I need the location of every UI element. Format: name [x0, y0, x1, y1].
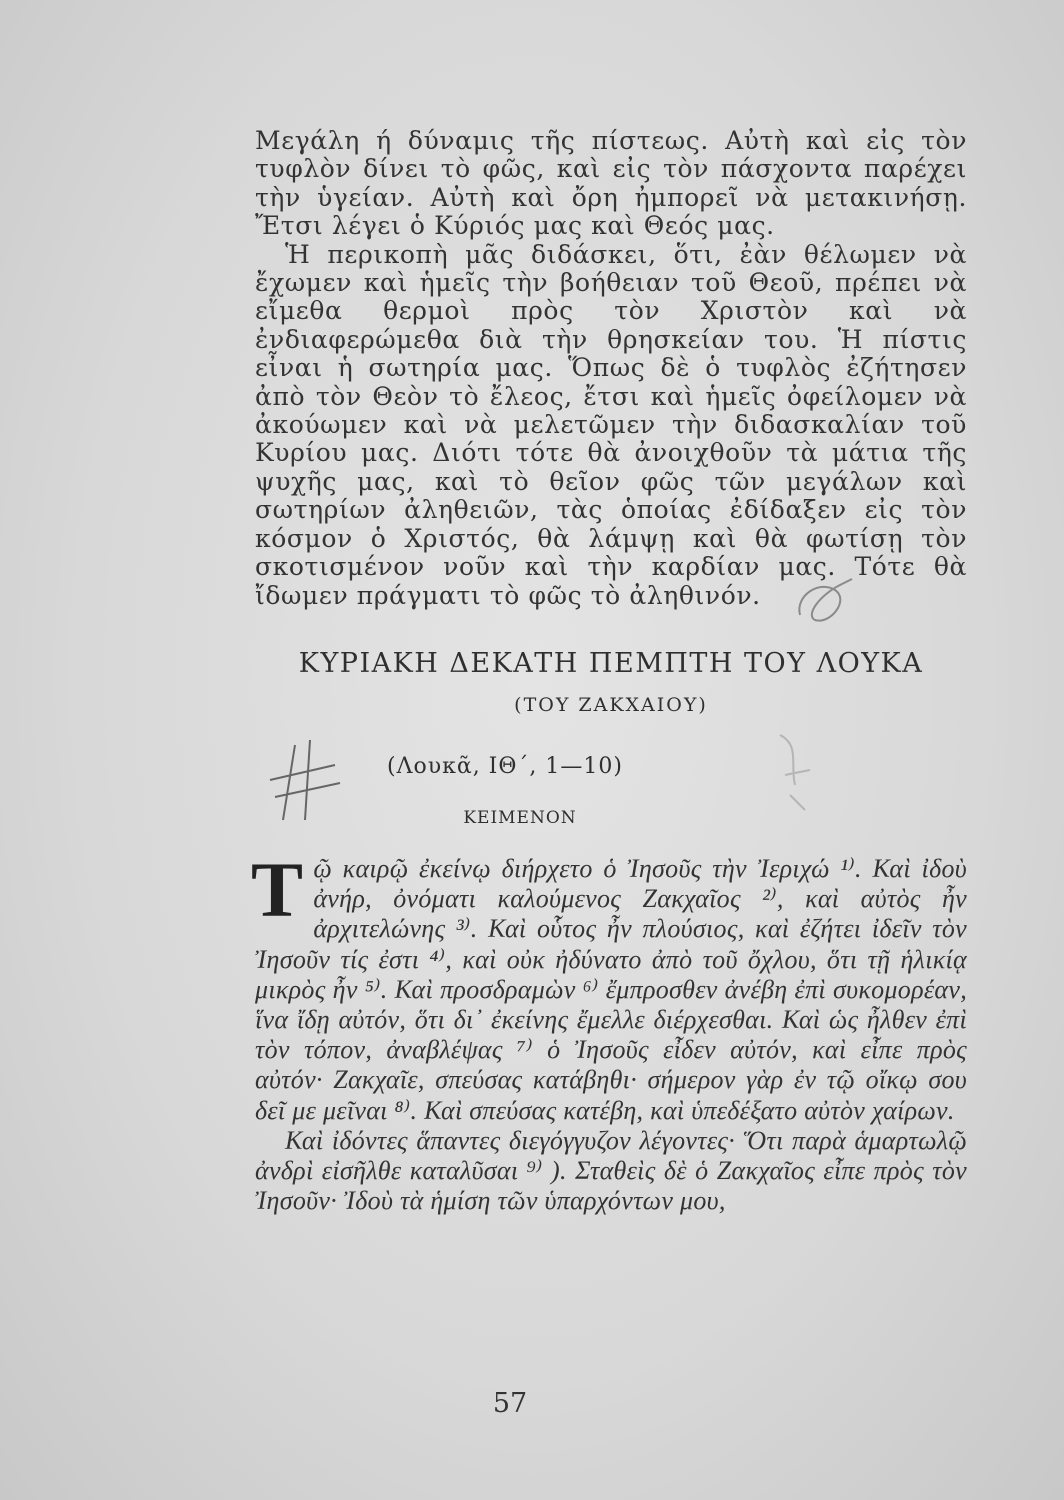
faint-handwriting-mark — [770, 725, 820, 815]
gospel-paragraph: Καὶ ἰδόντες ἅπαντες διεγόγγυζον λέγοντες· Ὅτι παρὰ ἁμαρτωλῷ ἀνδρὶ εἰσῆλθε καταλῦσαι ⁹⁾ ). Σταθεὶς δὲ ὁ Ζακχαῖος εἶπε πρὸς τὸν Ἰησοῦν· Ἰδοὺ τὰ ἡμίση τῶν ὑπαρχόντων μου, — [255, 1125, 967, 1216]
gospel-paragraph-text: ῷ καιρῷ ἐκείνῳ διήρχετο ὁ Ἰησοῦς τὴν Ἰεριχώ ¹⁾. Καὶ ἰδοὺ ἀνήρ, ὀνόματι καλούμενος Ζακχαῖος ²⁾, καὶ αὐτὸς ἦν ἀρχιτελώνης ³⁾. Καὶ οὗτος ἦν πλούσιος, καὶ ἐζήτει ἰδεῖν τὸν Ἰησοῦν τίς ἐστι ⁴⁾, καὶ οὐκ ἠδύνατο ἀπὸ τοῦ ὄχλου, ὅτι τῇ ἡλικίᾳ μικρὸς ἦν ⁵⁾. Καὶ προσδραμὼν ⁶⁾ ἔμπροσθεν ἀνέβη ἐπὶ συκομορέαν, ἵνα ἴδῃ αὐτόν, ὅτι δι᾽ ἐκείνης ἔμελλε διέρχεσθαι. Καὶ ὡς ἦλθεν ἐπὶ τὸν τόπον, ἀναβλέψας ⁷⁾ ὁ Ἰησοῦς εἶδεν αὐτόν, καὶ εἶπε πρὸς αὐτόν· Ζακχαῖε, σπεύσας κατάβηθι· σήμερον γὰρ ἐν τῷ οἴκῳ σου δεῖ με μεῖναι ⁸⁾. Καὶ σπεύσας κατέβη, καὶ ὑπεδέξατο αὐτὸν χαίρων. — [255, 854, 967, 1125]
gospel-paragraph — [251, 846, 967, 1126]
handwritten-scribble-mark — [790, 575, 860, 635]
section-title: ΚΥΡΙΑΚΗ ΔΕΚΑΤΗ ΠΕΜΠΤΗ ΤΟΥ ΛΟΥΚΑ — [298, 648, 924, 679]
section-subtitle: (ΤΟΥ ΖΑΚΧΑΙΟΥ) — [514, 694, 708, 716]
previous-section-text — [255, 127, 967, 610]
paragraph: Ἡ περικοπὴ μᾶς διδάσκει, ὅτι, ἐὰν θέλωμεν νὰ ἔχωμεν καὶ ἡμεῖς τὴν βοήθειαν τοῦ Θεοῦ, πρέπει νὰ εἴμεθα θερμοὶ πρὸς τὸν Χριστὸν καὶ νὰ ἐνδιαφερώμεθα διὰ τὴν θρησκείαν του. Ἡ πίστις εἶναι ἡ σωτηρία μας. Ὅπως δὲ ὁ τυφλὸς ἐζήτησεν ἀπὸ τὸν Θεὸν τὸ ἔλεος, ἔτσι καὶ ἡμεῖς ὀφείλομεν νὰ ἀκούωμεν καὶ νὰ μελετῶμεν τὴν διδασκαλίαν τοῦ Κυρίου μας. Διότι τότε θὰ ἀνοιχθοῦν τὰ μάτια τῆς ψυχῆς μας, καὶ τὸ θεῖον φῶς τῶν μεγάλων καὶ σωτηρίων ἀληθειῶν, τὰς ὁποίας ἐδίδαξεν εἰς τὸν κόσμον ὁ Χριστός, θὰ λάμψῃ καὶ θὰ φωτίσῃ τὸν σκοτισμένον νοῦν καὶ τὴν καρδίαν μας. Τότε θὰ ἴδωμεν πράγματι τὸ φῶς τὸ ἀληθινόν. — [255, 239, 967, 610]
text-label: ΚΕΙΜΕΝΟΝ — [463, 808, 577, 828]
scripture-reference: (Λουκᾶ, ΙΘ΄, 1—10) — [387, 754, 623, 779]
gospel-text — [251, 846, 967, 1216]
drop-cap-letter: Τ — [251, 846, 304, 933]
paragraph: Μεγάλη ή δύναμις τῆς πίστεως. Αὐτὴ καὶ εἰς τὸν τυφλὸν δίνει τὸ φῶς, καὶ εἰς τὸν πάσχοντα παρέχει τὴν ὑγείαν. Αὐτὴ καὶ ὄρη ἠμπορεῖ νὰ μετακινήσῃ. Ἔτσι λέγει ὁ Κύριός μας καὶ Θεός μας. — [255, 126, 967, 241]
page-number: 57 — [492, 1388, 528, 1419]
